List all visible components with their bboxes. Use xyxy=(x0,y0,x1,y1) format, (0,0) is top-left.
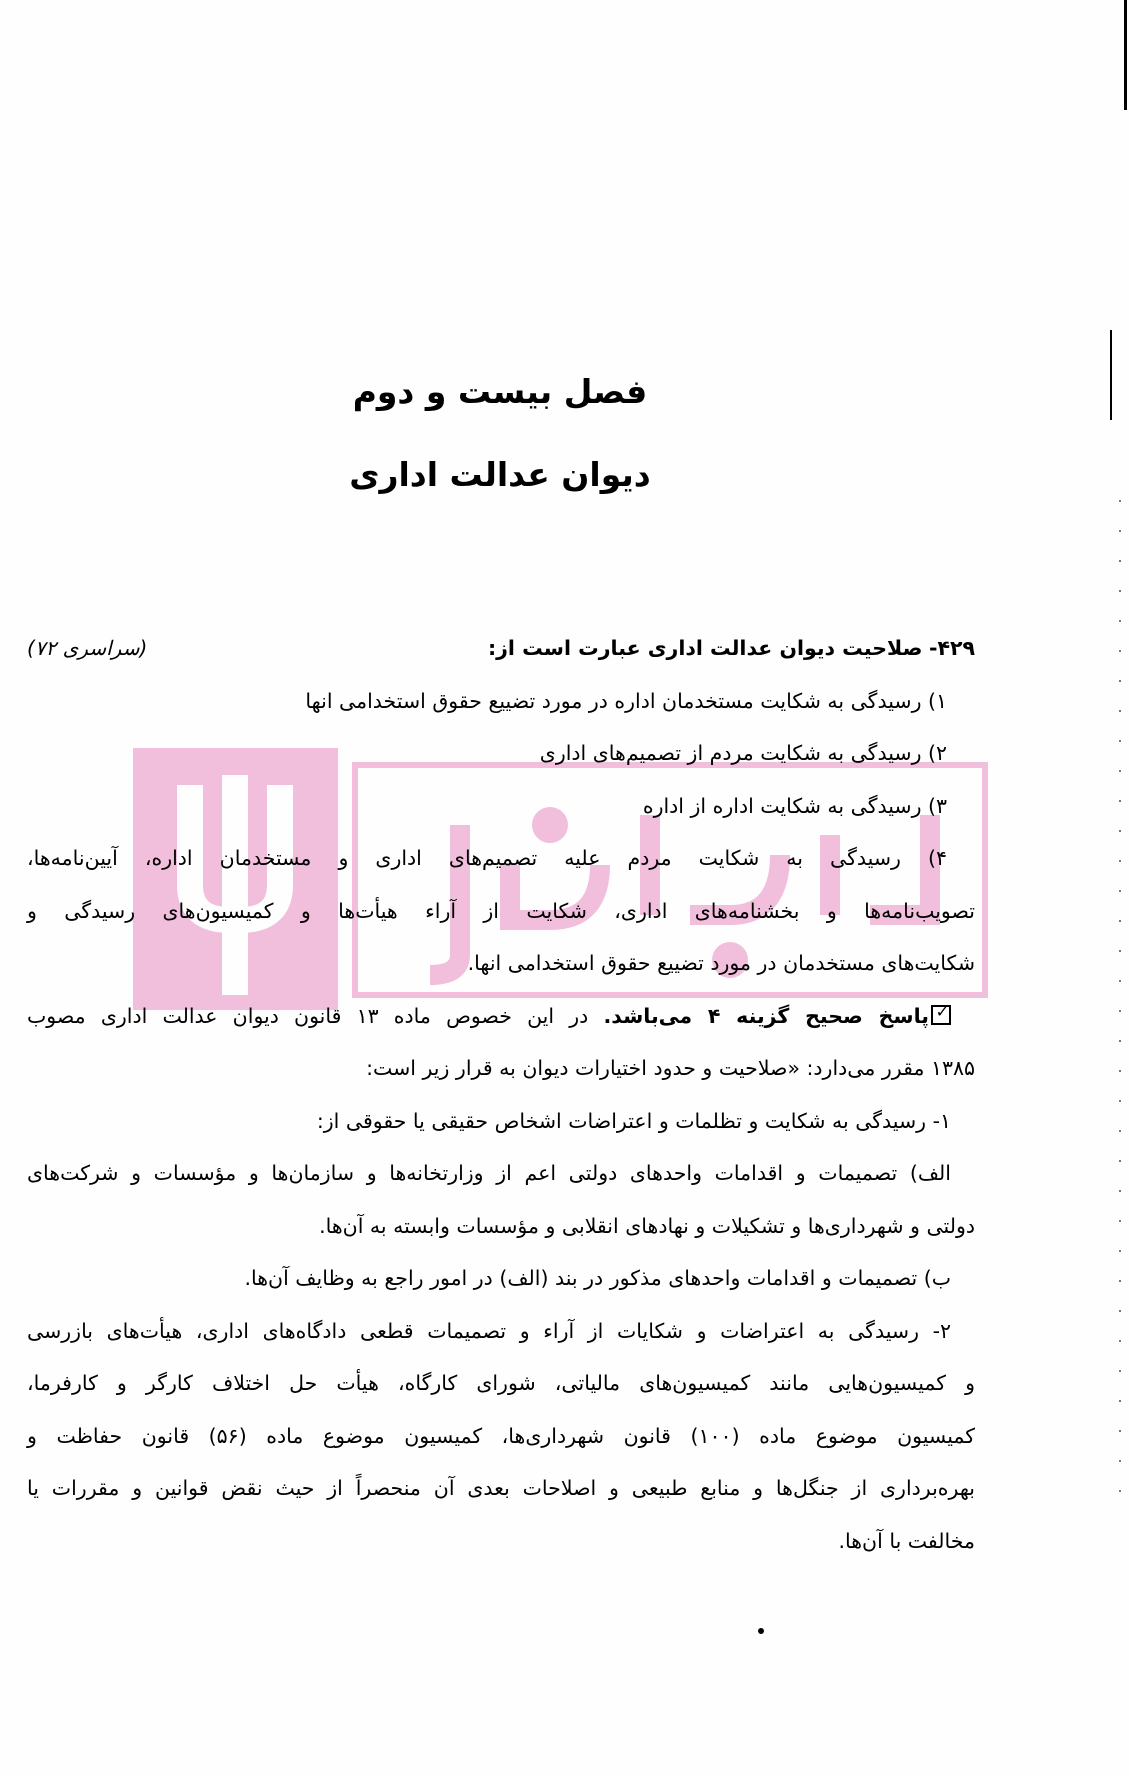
answer-line: ۲- رسیدگی به اعتراضات و شکایات از آراء و تصمیمات قطعی دادگاه‌های اداری، هیأت‌های بازرسی xyxy=(27,1318,951,1343)
answer-text: در این خصوص ماده ۱۳ قانون دیوان عدالت اداری مصوب xyxy=(27,1003,604,1028)
question-stem: صلاحیت دیوان عدالت اداری عبارت است از: xyxy=(487,636,923,660)
answer-line: و کمیسیون‌هایی مانند کمیسیون‌های مالیاتی، شورای کارگاه، هیأت حل اختلاف کارگر و کارفرما، xyxy=(27,1371,975,1395)
answer-line: بهره‌برداری از جنگل‌ها و منابع طبیعی و اصلاحات بعدی آن منحصراً از حیث نقض قوانین و مقررات یا xyxy=(27,1476,975,1500)
check-box-icon xyxy=(931,1005,951,1025)
option-4-line: ۴) رسیدگی به شکایت مردم علیه تصمیم‌های اداری و مستخدمان اداره، آیین‌نامه‌ها، xyxy=(27,846,947,870)
answer-line: کمیسیون موضوع ماده (۱۰۰) قانون شهرداری‌ها، کمیسیون موضوع ماده (۵۶) قانون حفاظت و xyxy=(27,1423,976,1448)
answer-line: ۱- رسیدگی به شکایت و تظلمات و اعتراضات اشخاص حقیقی یا حقوقی از: xyxy=(316,1108,951,1133)
answer-line: الف) تصمیمات و اقدامات واحدهای دولتی اعم از وزارتخانه‌ها و سازمان‌ها و مؤسسات و شرکت‌های xyxy=(27,1161,951,1185)
answer-line: ب) تصمیمات و اقدامات واحدهای مذکور در بند (الف) در امور راجع به وظایف آن‌ها. xyxy=(244,1266,951,1290)
option-1: ۱) رسیدگی به شکایت مستخدمان اداره در مورد تضییع حقوق استخدامی انها xyxy=(305,688,947,713)
question-answer-text xyxy=(27,622,975,1567)
option-2: ۲) رسیدگی به شکایت مردم از تصمیم‌های اداری xyxy=(539,741,947,765)
option-4-line: تصویب‌نامه‌ها و بخشنامه‌های اداری، شکایت از آراء هیأت‌ها و کمیسیون‌های رسیدگی و xyxy=(27,898,975,923)
page-edge-line xyxy=(1110,330,1112,420)
exam-source: (سراسری ۷۲) xyxy=(27,636,148,660)
question-stem-line xyxy=(27,622,975,675)
answer-line: ۱۳۸۵ مقرر می‌دارد: «صلاحیت و حدود اختیارات دیوان به قرار زیر است: xyxy=(366,1056,975,1080)
page-edge-line xyxy=(1124,0,1127,110)
chapter-title: فصل بیست و دوم xyxy=(352,372,648,411)
answer-line xyxy=(27,990,975,1043)
answer-line: دولتی و شهرداری‌ها و تشکیلات و نهادهای انقلابی و مؤسسات وابسته به آن‌ها. xyxy=(319,1213,975,1238)
option-3: ۳) رسیدگی به شکایت اداره از اداره xyxy=(642,793,947,818)
option-4-line: شکایت‌های مستخدمان در مورد تضییع حقوق استخدامی انها. xyxy=(467,951,975,975)
answer-label: پاسخ صحیح گزینه ۴ می‌باشد. xyxy=(603,1003,929,1028)
answer-line: مخالفت با آن‌ها. xyxy=(838,1528,975,1553)
question-number: ۴۲۹- xyxy=(928,636,975,660)
chapter-subtitle: دیوان عدالت اداری xyxy=(349,455,651,494)
page-edge-dots xyxy=(1119,500,1121,1500)
page-mark xyxy=(758,1628,764,1634)
